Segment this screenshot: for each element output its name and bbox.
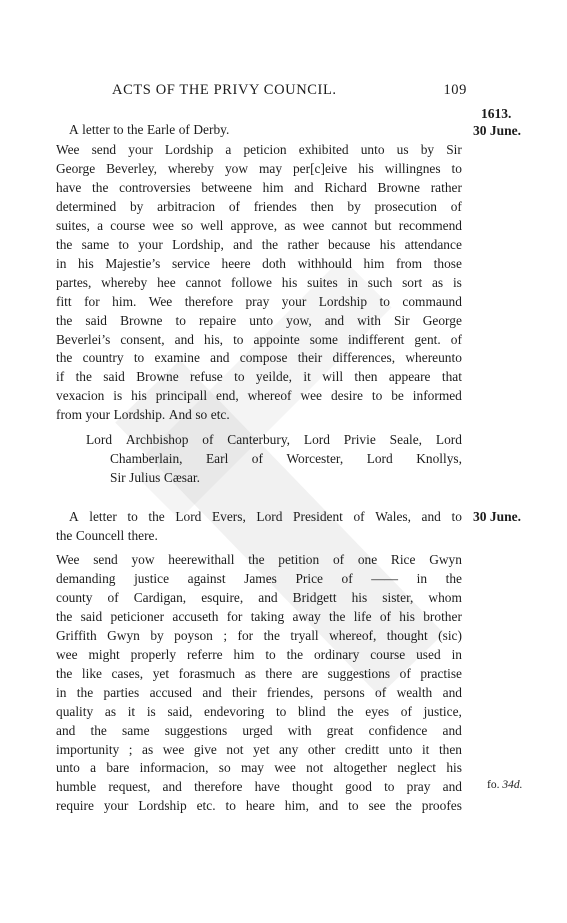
entry-heading: the Councell there. (56, 528, 158, 543)
margin-date-first: 30 June. (473, 123, 522, 138)
folio-prefix: fo. (487, 779, 500, 791)
paragraph-line: fitt for him. Wee therefore pray your Lordship to commaund (56, 293, 462, 309)
paragraph-line: partes, whereby hee cannot followe his suites in such sort as is (56, 274, 462, 290)
paragraph-line: Wee send yow heerewithall the petition of one Rice Gwyn (56, 552, 462, 567)
paragraph-line: county of Cardigan, esquire, and Bridgett his sister, whom (56, 589, 462, 605)
folio-reference (487, 779, 522, 791)
entry-heading: A letter to the Lord Evers, Lord President of Wales, and to (69, 509, 462, 524)
margin-year: 1613. (481, 106, 512, 121)
paragraph-line: humble request, and therefore have thought good to pray and (56, 779, 462, 795)
paragraph-line: suites, a course wee so well approve, as wee cannot but recommend (56, 217, 462, 233)
entry-heading: A letter to the Earle of Derby. (69, 122, 230, 137)
margin-date-second: 30 June. (473, 509, 522, 524)
paragraph-line: Wee send your Lordship a peticion exhibited unto us by Sir (56, 142, 462, 157)
paragraph-line: if the said Browne refuse to yeilde, it will then appeare that (56, 369, 462, 385)
paragraph-line: the country to examine and compose their differences, whereunto (56, 350, 462, 366)
signatory-line: Lord Archbishop of Canterbury, Lord Privie Seale, Lord (86, 432, 462, 447)
paragraph-line: require your Lordship etc. to heare him, and to see the proofes (56, 798, 462, 814)
paragraph-line: the said peticioner accuseth for taking away the life of his brother (56, 608, 462, 624)
paragraph-line: in his Majestie’s service heere doth withhould him from those (56, 255, 462, 271)
paragraph-line: Griffith Gwyn by poyson ; for the tryall whereof, thought (sic) (56, 627, 462, 643)
running-title: ACTS OF THE PRIVY COUNCIL. (112, 82, 337, 98)
paragraph-line: quality as it is said, endevoring to blind the eyes of justice, (56, 703, 462, 719)
folio-number: 34d. (502, 779, 523, 791)
signatory-line: Chamberlain, Earl of Worcester, Lord Knollys, (110, 451, 462, 466)
paragraph-line: wee might properly referre him to the ordinary course used in (56, 646, 462, 662)
page-number: 109 (443, 82, 467, 98)
paragraph-line: demanding justice against James Price of —— in the (56, 570, 462, 586)
paragraph-line: importunity ; as wee give not yet any other creditt unto it then (56, 741, 462, 757)
paragraph-line: the like cases, yet forasmuch as there are suggestions of practise (56, 665, 462, 681)
paragraph-line: George Beverley, whereby yow may per[c]eive his willingnes to (56, 160, 462, 176)
paragraph-line: the said Browne to repaire unto yow, and with Sir George (56, 312, 462, 328)
paragraph-line: in the parties accused and their friendes, persons of wealth and (56, 684, 462, 700)
paragraph-line: and the same suggestions urged with great confidence and (56, 722, 462, 738)
paragraph-line: Beverlei’s consent, and his, to appointe some indifferent gent. of (56, 331, 462, 347)
paragraph-line: vexacion is his principall end, whereof wee desire to be informed (56, 388, 462, 404)
paragraph-line: from your Lordship. And so etc. (56, 407, 230, 423)
paragraph-line: determined by arbitracion of friendes then by prosecution of (56, 198, 462, 214)
signatory-line: Sir Julius Cæsar. (110, 470, 200, 485)
paragraph-line: have the controversies betweene him and Richard Browne rather (56, 179, 462, 195)
paragraph-line: unto a bare informacion, so may wee not altogether neglect his (56, 760, 462, 776)
paragraph-line: the same to your Lordship, and the rather because his attendance (56, 236, 462, 252)
